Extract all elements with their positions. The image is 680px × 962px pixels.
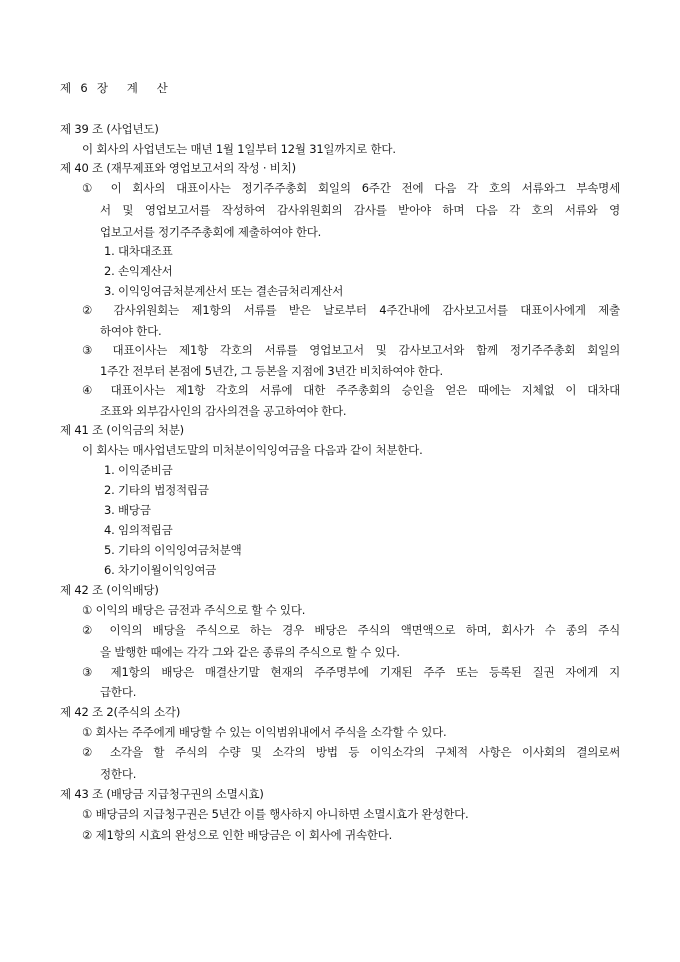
article-40-para-1-line-2: 서 및 영업보고서를 작성하여 감사위원회의 감사를 받아야 하며 다음 각 호의 서류와 영 (100, 203, 620, 217)
article-40-para-4-line-2: 조표와 외부감사인의 감사의견을 공고하여야 한다. (100, 404, 347, 418)
article-40-para-3-line-2: 1주간 전부터 본점에 5년간, 그 등본을 지점에 3년간 비치하여야 한다. (100, 364, 443, 378)
article-40-para-2-line-1: ② 감사위원회는 제1항의 서류를 받은 날로부터 4주간내에 감사보고서를 대표이사에게 제출 (82, 303, 620, 317)
article-40-heading: 제 40 조 (재무제표와 영업보고서의 작성 · 비치) (60, 161, 296, 175)
article-41-item-5: 5. 기타의 이익잉여금처분액 (104, 543, 242, 557)
article-40-item-2: 2. 손익계산서 (104, 264, 173, 278)
article-43-para-1: ① 배당금의 지급청구권은 5년간 이를 행사하지 아니하면 소멸시효가 완성한다. (82, 807, 469, 821)
article-43-para-2: ② 제1항의 시효의 완성으로 인한 배당금은 이 회사에 귀속한다. (82, 828, 393, 842)
article-41-item-3: 3. 배당금 (104, 503, 151, 517)
article-40-para-1-line-1: ① 이 회사의 대표이사는 정기주주총회 회일의 6주간 전에 다음 각 호의 서류와그 부속명세 (82, 181, 620, 195)
article-39-body: 이 회사의 사업년도는 매년 1월 1일부터 12월 31일까지로 한다. (82, 142, 396, 156)
article-42-para-3-line-2: 급한다. (100, 685, 137, 699)
article-41-item-6: 6. 차기이월이익잉여금 (104, 563, 217, 577)
article-42-para-2-line-1: ② 이익의 배당을 주식으로 하는 경우 배당은 주식의 액면액으로 하며, 회사가 수 종의 주식 (82, 623, 620, 637)
article-40-para-3-line-1: ③ 대표이사는 제1항 각호의 서류를 영업보고서 및 감사보고서와 함께 정기주주총회 회일의 (82, 343, 620, 357)
article-41-heading: 제 41 조 (이익금의 처분) (60, 423, 184, 437)
article-42-para-3-line-1: ③ 제1항의 배당은 매결산기말 현재의 주주명부에 기재된 주주 또는 등록된 질권 자에게 지 (82, 665, 620, 679)
article-39-heading: 제 39 조 (사업년도) (60, 122, 159, 136)
article-40-para-1-line-3: 업보고서를 정기주주총회에 제출하여야 한다. (100, 225, 322, 239)
article-42-2-heading: 제 42 조 2(주식의 소각) (60, 705, 181, 719)
article-42-para-2-line-2: 을 발행한 때에는 각각 그와 같은 종류의 주식으로 할 수 있다. (100, 645, 400, 659)
article-41-item-4: 4. 임의적립금 (104, 523, 173, 537)
article-42-2-para-2-line-1: ② 소각을 할 주식의 수량 및 소각의 방법 등 이익소각의 구체적 사항은 이사회의 결의로써 (82, 745, 620, 759)
article-40-item-3: 3. 이익잉여금처분계산서 또는 결손금처리계산서 (104, 284, 344, 298)
article-42-para-1: ① 이익의 배당은 금전과 주식으로 할 수 있다. (82, 603, 306, 617)
article-41-item-2: 2. 기타의 법정적립금 (104, 483, 209, 497)
article-41-item-1: 1. 이익준비금 (104, 463, 173, 477)
article-43-heading: 제 43 조 (배당금 지급청구권의 소멸시효) (60, 787, 264, 801)
article-40-para-4-line-1: ④ 대표이사는 제1항 각호의 서류에 대한 주주총회의 승인을 얻은 때에는 지체없 이 대차대 (82, 383, 620, 397)
article-42-2-para-2-line-2: 정한다. (100, 767, 137, 781)
article-42-heading: 제 42 조 (이익배당) (60, 583, 159, 597)
article-42-2-para-1: ① 회사는 주주에게 배당할 수 있는 이익범위내에서 주식을 소각할 수 있다. (82, 725, 447, 739)
article-40-para-2-line-2: 하여야 한다. (100, 324, 162, 338)
chapter-title: 제 6 장 계 산 (60, 81, 168, 95)
article-41-body: 이 회사는 매사업년도말의 미처분이익잉여금을 다음과 같이 처분한다. (82, 443, 423, 457)
article-40-item-1: 1. 대차대조표 (104, 244, 173, 258)
